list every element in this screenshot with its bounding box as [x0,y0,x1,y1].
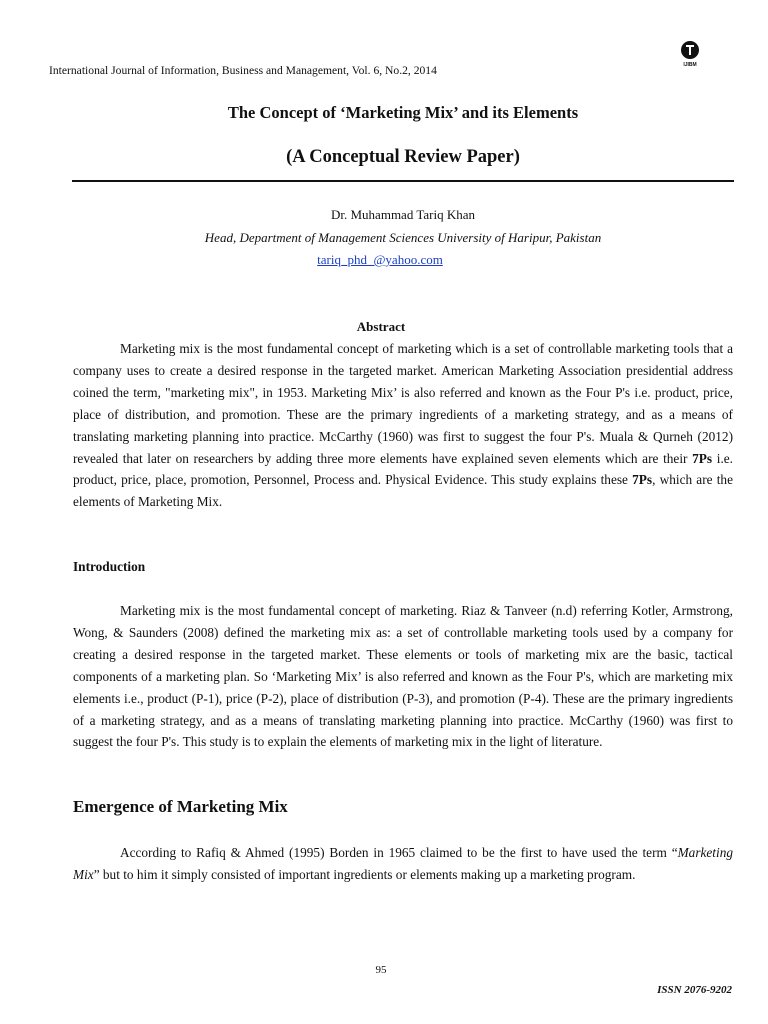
abstract-text-3: , which are the elements of Marketing Mix. [73,472,733,510]
author-affiliation: Head, Department of Management Sciences University of Haripur, Pakistan [204,230,602,245]
journal-header: International Journal of Information, Business and Management, Vol. 6, No.2, 2014 [49,64,437,77]
abstract-bold-7ps-2: 7Ps [632,472,653,488]
page-number: 95 [375,964,387,976]
author-email [0,252,760,268]
introduction-body [73,600,733,753]
introduction-heading: Introduction [73,559,146,574]
journal-logo-icon [670,40,710,70]
emergence-italic-term: Marketing Mix [73,845,733,882]
email-link[interactable]: tariq_phd_@yahoo.com [317,252,443,267]
emergence-text-1: According to Rafiq & Ahmed (1995) Borden in 1965 claimed to be the first to have used the term “ [120,845,678,860]
abstract-body [73,338,733,513]
abstract-heading: Abstract [356,319,406,334]
title-divider [72,180,734,182]
paper-title: The Concept of ‘Marketing Mix’ and its Elements [227,103,579,122]
paper-subtitle: (A Conceptual Review Paper) [286,147,520,167]
abstract-text-1: Marketing mix is the most fundamental concept of marketing which is a set of controllable marketing tools that a company uses to create a desired response in the targeted market. American Marketing Association presidential address coined the term, "marketing mix", in 1953. Marketing Mix’ is also referred and known as the Four P's i.e. product, price, place of distribution, and promotion. These are the primary ingredients of a marketing strategy, and as a means of translating marketing planning into practice. McCarthy (1960) was first to suggest the four P's. Muala & Qurneh (2012) revealed that later on researchers by adding three more elements have explained seven elements which are their [73,341,733,466]
author-name: Dr. Muhammad Tariq Khan [331,207,475,222]
logo-caption: IJIBM [683,62,697,68]
emergence-body [73,842,733,886]
emergence-heading: Emergence of Marketing Mix [73,797,288,816]
abstract-bold-7ps-1: 7Ps [692,450,713,466]
emergence-text-2: ” but to him it simply consisted of important ingredients or elements making up a marketing program. [93,866,636,882]
introduction-text: Marketing mix is the most fundamental concept of marketing. Riaz & Tanveer (n.d) referring Kotler, Armstrong, Wong, & Saunders (2008) defined the marketing mix as: a set of controllable marketing tools used by a company for creating a desired response in the targeted market. These elements or tools of marketing mix are the basic, tactical components of a marketing plan. So ‘Marketing Mix’ is also referred and known as the Four P's, which are marketing mix elements i.e., product (P-1), price (P-2), place of distribution (P-3), and promotion (P-4). These are the primary ingredients of a marketing strategy, and as a means of translating marketing planning into practice. McCarthy (1960) was first to suggest the four P's. This study is to explain the elements of marketing mix in the light of literature. [73,603,733,750]
issn-label: ISSN 2076-9202 [657,984,732,996]
abstract-text-2: i.e. product, price, place, promotion, Personnel, Process and. Physical Evidence. This study explains these [73,450,733,488]
